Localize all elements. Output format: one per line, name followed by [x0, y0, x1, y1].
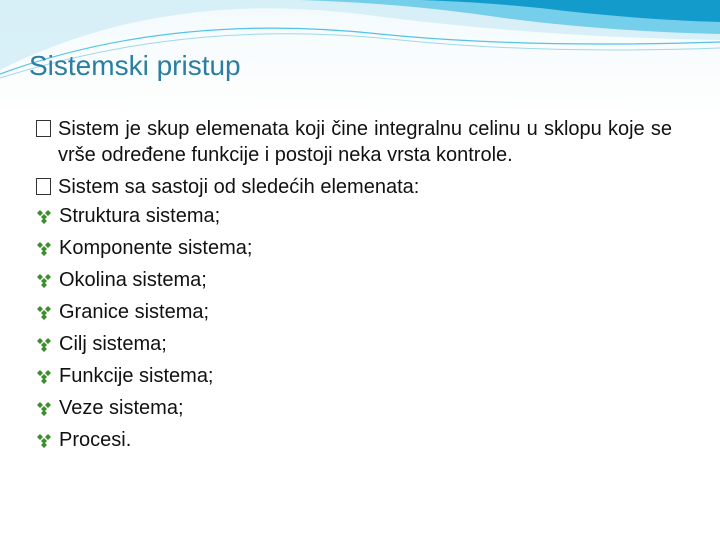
list-item: [36, 392, 672, 424]
slide-content: [36, 116, 672, 456]
list-item-text: Okolina sistema;: [59, 269, 207, 291]
diamond-bullet-icon: [36, 368, 52, 384]
list-item-text: Cilj sistema;: [59, 333, 167, 355]
list-item: [36, 328, 672, 360]
paragraph-1: [36, 116, 672, 168]
diamond-bullet-icon: [36, 336, 52, 352]
diamond-bullet-icon: [36, 208, 52, 224]
paragraph-text: Sistem je skup elemenata koji čine integralnu celinu u sklopu koje se vrše određene funkcije i postoji neka vrsta kontrole.: [58, 118, 672, 166]
diamond-bullet-icon: [36, 400, 52, 416]
paragraph-text: Sistem sa sastoji od sledećih elemenata:: [58, 176, 420, 198]
list-item: [36, 232, 672, 264]
diamond-bullet-icon: [36, 240, 52, 256]
paragraph-2: [36, 174, 672, 200]
list-item-text: Funkcije sistema;: [59, 365, 214, 387]
list-item: [36, 360, 672, 392]
square-icon: [36, 120, 51, 137]
list-item: [36, 264, 672, 296]
list-item: [36, 296, 672, 328]
list-item: [36, 424, 672, 456]
list-item-text: Struktura sistema;: [59, 205, 221, 227]
list-item: [36, 200, 672, 232]
diamond-bullet-icon: [36, 304, 52, 320]
square-icon: [36, 178, 51, 195]
list-item-text: Veze sistema;: [59, 397, 184, 419]
diamond-bullet-icon: [36, 272, 52, 288]
list-item-text: Procesi.: [59, 429, 132, 451]
slide-title: Sistemski pristup: [29, 50, 241, 81]
diamond-bullet-icon: [36, 432, 52, 448]
list-item-text: Granice sistema;: [59, 301, 210, 323]
list-item-text: Komponente sistema;: [59, 237, 253, 259]
